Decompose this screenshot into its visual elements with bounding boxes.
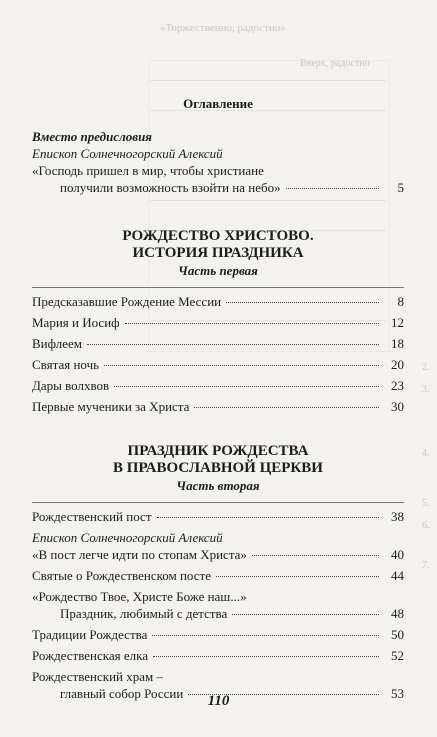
preface-author: Епископ Солнечногорский Алексий xyxy=(32,146,223,161)
leader-dots xyxy=(114,386,379,387)
leader-dots xyxy=(252,555,379,556)
toc-entry[interactable] xyxy=(32,626,404,643)
toc-entry-label: Мария и Иосиф xyxy=(32,315,120,330)
toc-entry[interactable] xyxy=(32,356,404,373)
toc-entry[interactable] xyxy=(32,647,404,664)
leader-dots xyxy=(125,323,379,324)
toc-entry-label: Рождественский пост xyxy=(32,509,152,524)
toc-entry-label: Дары волхвов xyxy=(32,378,110,393)
toc-entry-label: Предсказавшие Рождение Мессии xyxy=(32,294,222,309)
bleed-note: Вверх, радостно xyxy=(300,58,370,69)
toc-entry-label: получили возможность взойти на небо» xyxy=(60,180,281,195)
toc-entry-label: Святая ночь xyxy=(32,357,100,372)
bleed-number: 4. xyxy=(422,448,430,459)
leader-dots xyxy=(226,302,379,303)
table-of-contents xyxy=(32,96,404,706)
toc-entry-page: 52 xyxy=(391,648,404,663)
bleed-number: 5. xyxy=(422,498,430,509)
toc-entry-page: 48 xyxy=(391,606,404,621)
entry-first-line: Рождественский храм – xyxy=(32,669,164,684)
leader-dots xyxy=(152,635,379,636)
toc-entry-label: Праздник, любимый с детства xyxy=(60,606,228,621)
toc-entry[interactable] xyxy=(32,293,404,310)
entry-first-line: «Рождество Твое, Христе Боже наш...» xyxy=(32,589,247,604)
toc-entry-page: 53 xyxy=(391,686,404,701)
bleed-staff-line xyxy=(150,80,386,81)
bleed-number: 2. xyxy=(422,362,430,373)
leader-dots xyxy=(87,344,379,345)
leader-dots xyxy=(216,576,379,577)
bleed-caption: «Торжественно, радостно» xyxy=(160,22,286,34)
toc-entry-page: 12 xyxy=(391,315,404,330)
toc-entry-page: 23 xyxy=(391,378,404,393)
preface-heading: Вместо предисловия xyxy=(32,129,152,144)
toc-entry-label: Вифлеем xyxy=(32,336,82,351)
toc-entry-page: 38 xyxy=(391,509,404,524)
toc-entry-page: 50 xyxy=(391,627,404,642)
toc-entry-page: 8 xyxy=(397,294,404,309)
bleed-number: 7. xyxy=(422,560,430,571)
page-number: 110 xyxy=(207,693,230,709)
entry-author: Епископ Солнечногорский Алексий xyxy=(32,530,223,545)
toc-entry-label: главный собор России xyxy=(60,686,184,701)
bleed-number: 6. xyxy=(422,520,430,531)
toc-entry[interactable] xyxy=(32,398,404,415)
toc-entry[interactable] xyxy=(32,179,404,196)
preface-block xyxy=(32,128,404,196)
divider xyxy=(32,502,404,503)
toc-entry-page: 30 xyxy=(391,399,404,414)
toc-entry-label: «В пост легче идти по стопам Христа» xyxy=(32,547,247,562)
part-subtitle: Часть вторая xyxy=(176,478,260,493)
toc-entry-label: Святые о Рождественском посте xyxy=(32,568,211,583)
toc-entry-label: Традиции Рождества xyxy=(32,627,148,642)
part-subtitle: Часть первая xyxy=(178,263,258,278)
toc-entry-label: Рождественская елка xyxy=(32,648,149,663)
part-title: ИСТОРИЯ ПРАЗДНИКА xyxy=(132,245,304,261)
toc-title: Оглавление xyxy=(183,96,253,111)
toc-entry[interactable] xyxy=(32,605,404,622)
toc-entry[interactable] xyxy=(32,546,404,563)
part-title: РОЖДЕСТВО ХРИСТОВО. xyxy=(122,228,314,244)
leader-dots xyxy=(153,656,379,657)
toc-entry[interactable] xyxy=(32,377,404,394)
part-title: ПРАЗДНИК РОЖДЕСТВА xyxy=(127,443,309,459)
leader-dots xyxy=(157,517,380,518)
toc-entry-page: 20 xyxy=(391,357,404,372)
leader-dots xyxy=(286,188,379,189)
toc-entry-page: 5 xyxy=(397,180,404,195)
toc-entry-page: 18 xyxy=(391,336,404,351)
leader-dots xyxy=(194,407,379,408)
bleed-number: 3. xyxy=(422,384,430,395)
part-title: В ПРАВОСЛАВНОЙ ЦЕРКВИ xyxy=(113,460,323,476)
toc-entry-label: Первые мученики за Христа xyxy=(32,399,190,414)
toc-entry[interactable] xyxy=(32,335,404,352)
toc-entry[interactable] xyxy=(32,314,404,331)
leader-dots xyxy=(232,614,379,615)
toc-entry[interactable] xyxy=(32,508,404,525)
toc-entry-page: 44 xyxy=(391,568,404,583)
preface-line-1: «Господь пришел в мир, чтобы христиане xyxy=(32,163,264,178)
divider xyxy=(32,287,404,288)
toc-entry[interactable] xyxy=(32,567,404,584)
leader-dots xyxy=(104,365,379,366)
toc-entry-page: 40 xyxy=(391,547,404,562)
